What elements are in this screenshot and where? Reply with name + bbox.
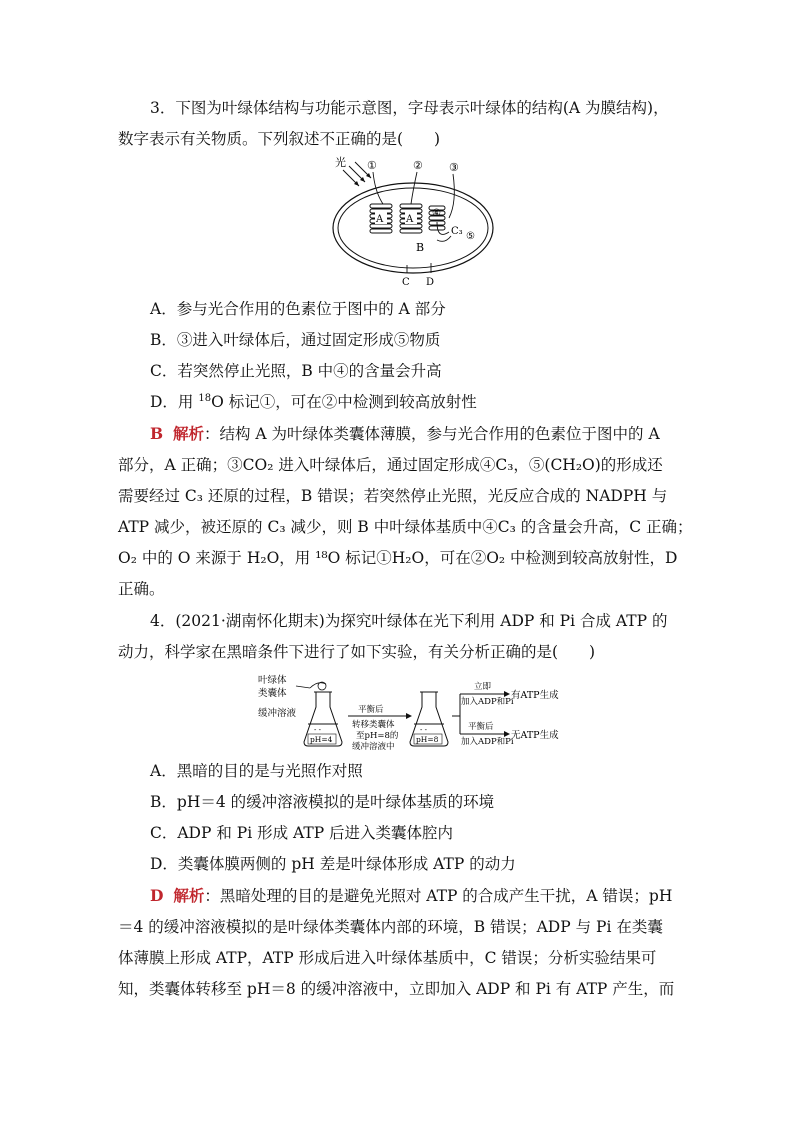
down-top: 平衡后 [468, 722, 494, 732]
svg-text:- -: - - [314, 726, 321, 734]
q3-analysis-line2: 部分，A 正确；③CO₂ 进入叶绿体后，通过固定形成④C₃，⑤(CH₂O)的形成还 [118, 456, 663, 474]
q3-option-d-sup: 18 [198, 392, 212, 404]
lbl-ph4: pH=4 [310, 735, 333, 744]
q3-analysis-line1 [150, 424, 660, 444]
q4-analysis-line4: 知，类囊体转移至 pH＝8 的缓冲溶液中，立即加入 ADP 和 Pi 有 ATP 产生，而 [118, 980, 675, 998]
label-a-left: A [376, 214, 384, 225]
q4-analysis-line2: ＝4 的缓冲溶液模拟的是叶绿体类囊体内部的环境，B 错误；ADP 与 Pi 在类囊 [118, 918, 663, 936]
svg-text:- -: - - [420, 726, 427, 734]
q3-analysis-label: 解析 [172, 424, 204, 443]
q3-option-d-pre: D．用 [150, 393, 199, 411]
label-c: C [402, 277, 410, 287]
q4-analysis-line3: 体薄膜上形成 ATP，ATP 形成后进入叶绿体基质中，C 错误；分析实验结果可 [118, 949, 657, 967]
light-label: 光 [335, 156, 346, 169]
q3-stem-line2: 数字表示有关物质。下列叙述不正确的是( ) [118, 130, 441, 148]
q4-stem-line2: 动力，科学家在黑暗条件下进行了如下实验，有关分析正确的是( ) [118, 643, 596, 661]
q4-answer: D [150, 886, 164, 905]
lbl-ph8: pH=8 [416, 735, 439, 744]
up-bottom: 加入ADP和Pi [461, 697, 514, 707]
num-5: ⑤ [466, 231, 475, 242]
atp-experiment-diagram [258, 672, 578, 752]
label-d: D [426, 277, 435, 287]
down-result: 无ATP生成 [511, 730, 559, 741]
q3-option-a: A．参与光合作用的色素位于图中的 A 部分 [150, 300, 446, 318]
arrow1-l3: 至pH=8的 [356, 731, 399, 741]
q4-stem-line1: 4．(2021·湖南怀化期末)为探究叶绿体在光下利用 ADP 和 Pi 合成 ATP 的 [150, 612, 668, 630]
q4-option-c: C．ADP 和 Pi 形成 ATP 后进入类囊体腔内 [150, 824, 454, 842]
q3-option-d-post: O 标记①，可在②中检测到较高放射性 [211, 393, 477, 411]
q3-option-d [150, 392, 477, 412]
arrow1-top: 平衡后 [358, 705, 384, 715]
label-b: B [416, 241, 425, 254]
q4-option-a: A．黑暗的目的是与光照作对照 [150, 762, 363, 780]
arrow1-l2: 转移类囊体 [352, 720, 395, 730]
arrow1-l4: 缓冲溶液中 [352, 742, 395, 752]
q3-answer: B [150, 424, 164, 443]
num-1: ① [367, 159, 377, 172]
down-bottom: 加入ADP和Pi [461, 737, 514, 747]
q3-analysis-line5: O₂ 中的 O 来源于 H₂O，用 ¹⁸O 标记①H₂O，可在②O₂ 中检测到较高放射性，D [118, 549, 678, 567]
q3-analysis-text1: ：结构 A 为叶绿体类囊体薄膜，参与光合作用的色素位于图中的 A [203, 425, 660, 443]
q4-analysis-label: 解析 [173, 886, 205, 905]
lbl-chloroplast: 叶绿体 [258, 675, 287, 686]
num-4: ④ [432, 208, 441, 219]
up-result: 有ATP生成 [511, 690, 559, 701]
num-2: ② [413, 159, 423, 172]
q3-analysis-line3: 需要经过 C₃ 还原的过程，B 错误；若突然停止光照，光反应合成的 NADPH 与 [118, 487, 668, 505]
num-3: ③ [449, 161, 459, 174]
lbl-buffer: 缓冲溶液 [258, 708, 297, 719]
q3-option-b: B．③进入叶绿体后，通过固定形成⑤物质 [150, 331, 441, 349]
lbl-thylakoid: 类囊体 [258, 688, 287, 699]
q4-option-d: D．类囊体膜两侧的 pH 差是叶绿体形成 ATP 的动力 [150, 855, 516, 873]
q3-option-c: C．若突然停止光照，B 中④的含量会升高 [150, 362, 442, 380]
up-top: 立即 [474, 682, 492, 692]
q3-analysis-line6: 正确。 [118, 580, 165, 598]
label-a-middle: A [406, 214, 414, 225]
label-c3: C₃ [451, 226, 463, 237]
q4-analysis-text1: ：黑暗处理的目的是避免光照对 ATP 的合成产生干扰，A 错误；pH [204, 887, 673, 905]
q3-stem-line1: 3．下图为叶绿体结构与功能示意图，字母表示叶绿体的结构(A 为膜结构)， [150, 99, 669, 117]
chloroplast-diagram [325, 152, 495, 287]
q4-option-b: B．pH＝4 的缓冲溶液模拟的是叶绿体基质的环境 [150, 793, 495, 811]
q4-analysis-line1 [150, 886, 672, 906]
q3-analysis-line4: ATP 减少，被还原的 C₃ 减少，则 B 中叶绿体基质中④C₃ 的含量会升高，C 正确； [118, 518, 693, 536]
